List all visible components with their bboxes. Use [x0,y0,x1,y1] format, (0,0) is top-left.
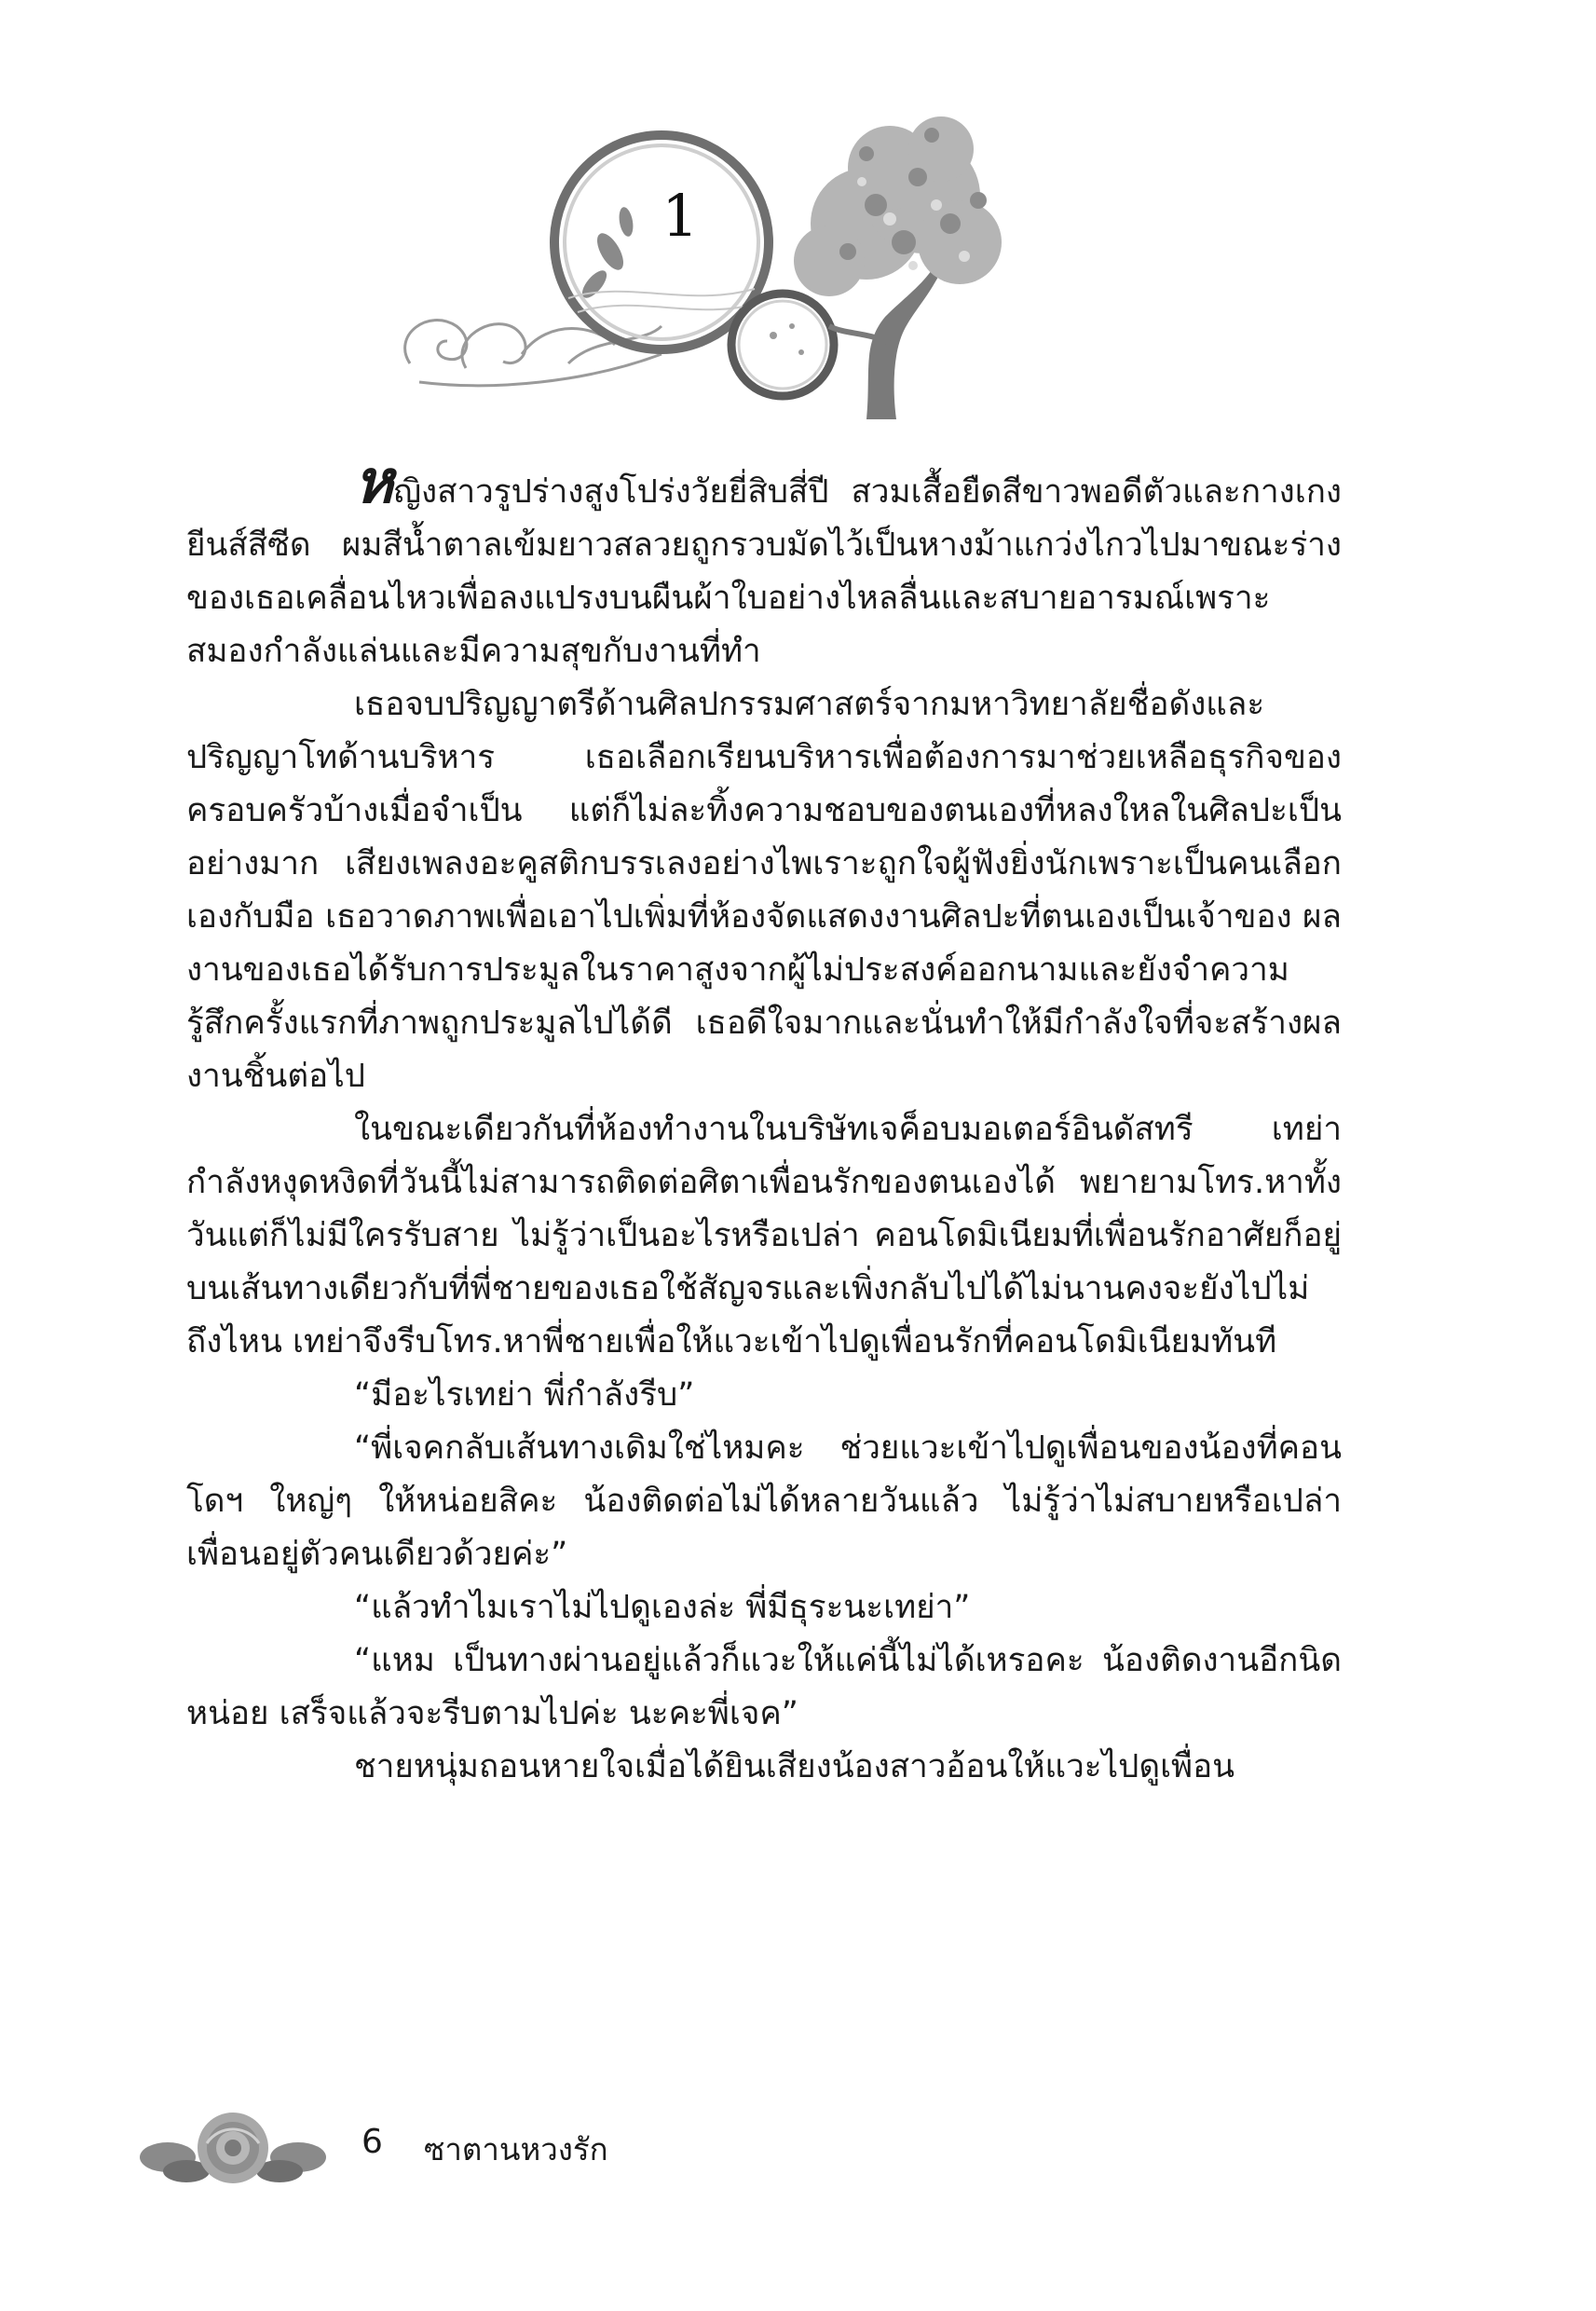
book-title: ซาตานหวงรัก [424,2131,608,2167]
chapter-number: 1 [662,182,699,250]
paragraph: “แล้วทำไมเราไม่ไปดูเองล่ะ พี่มีธุระนะเทย่า” [354,1589,971,1626]
paragraph: เธอจบปริญญาตรีด้านศิลปกรรมศาสตร์จากมหาวิทยาลัยชื่อดังและปริญญาโทด้านบริหาร เธอเลือกเรียนบริหารเพื่อต้องการมาช่วยเหลือธุรกิจของครอบครัวบ้างเมื่อจำเป็น แต่ก็ไม่ละทิ้งความชอบของตนเองที่หลงใหลในศิลปะเป็นอย่างมาก เสียงเพลงอะคูสติกบรรเลงอย่างไพเราะถูกใจผู้ฟังยิ่งนักเพราะเป็นคนเลือกเองกับมือ เธอวาดภาพเพื่อเอาไปเพิ่มที่ห้องจัดแสดงงานศิลปะที่ตนเองเป็นเจ้าของ ผลงานของเธอได้รับการประมูลในราคาสูงจากผู้ไม่ประสงค์ออกนามและยังจำความรู้สึกครั้งแรกที่ภาพถูกประมูลไปได้ดี เธอดีใจมากและนั่นทำให้มีกำลังใจที่จะสร้างผลงานชิ้นต่อไป [186,686,1342,1095]
paragraph: ชายหนุ่มถอนหายใจเมื่อได้ยินเสียงน้องสาวอ้อนให้แวะไปดูเพื่อน [354,1748,1235,1785]
paragraph: ในขณะเดียวกันที่ห้องทำงานในบริษัทเจค็อบมอเตอร์อินดัสทรี เทย่ากำลังหงุดหงิดที่วันนี้ไม่สามารถติดต่อศิตาเพื่อนรักของตนเองได้ พยายามโทร.หาทั้งวันแต่ก็ไม่มีใครรับสาย ไม่รู้ว่าเป็นอะไรหรือเปล่า คอนโดมิเนียมที่เพื่อนรักอาศัยก็อยู่บนเส้นทางเดียวกับที่พี่ชายของเธอใช้สัญจรและเพิ่งกลับไปได้ไม่นานคงจะยังไปไม่ถึงไหน เทย่าจึงรีบโทร.หาพี่ชายเพื่อให้แวะเข้าไปดูเพื่อนรักที่คอนโดมิเนียมทันที [186,1111,1342,1361]
paragraph: “แหม เป็นทางผ่านอยู่แล้วก็แวะให้แค่นี้ไม่ได้เหรอคะ น้องติดงานอีกนิดหน่อย เสร็จแล้วจะรีบตามไปค่ะ นะคะพี่เจค” [186,1642,1342,1732]
rose-icon [140,2106,326,2190]
chapter-header-ornament [382,112,1016,419]
paragraph: “พี่เจคกลับเส้นทางเดิมใช่ไหมคะ ช่วยแวะเข้าไปดูเพื่อนของน้องที่คอนโดฯ ใหญ่ๆ ให้หน่อยสิคะ น้องติดต่อไม่ได้หลายวันแล้ว ไม่รู้ว่าไม่สบายหรือเปล่า เพื่อนอยู่ตัวคนเดียวด้วยค่ะ” [186,1429,1342,1573]
paragraph [186,447,1342,678]
page-number: 6 [361,2123,383,2161]
paragraph-text: ญิงสาวรูปร่างสูงโปร่งวัยยี่สิบสี่ปี สวมเสื้อยืดสีขาวพอดีตัวและกางเกงยีนส์สีซีด ผมสีน้ำตาลเข้มยาวสลวยถูกรวบมัดไว้เป็นหางม้าแกว่งไกวไปมาขณะร่างของเธอเคลื่อนไหวเพื่อลงแปรงบนผืนผ้าใบอย่างไหลลื่นและสบายอารมณ์เพราะสมองกำลังแล่นและมีความสุขกับงานที่ทำ [186,473,1342,670]
body-text [186,447,1342,1794]
paragraph: “มีอะไรเทย่า พี่กำลังรีบ” [354,1376,695,1414]
drop-cap: ห [354,447,394,517]
page-footer [140,2097,699,2199]
